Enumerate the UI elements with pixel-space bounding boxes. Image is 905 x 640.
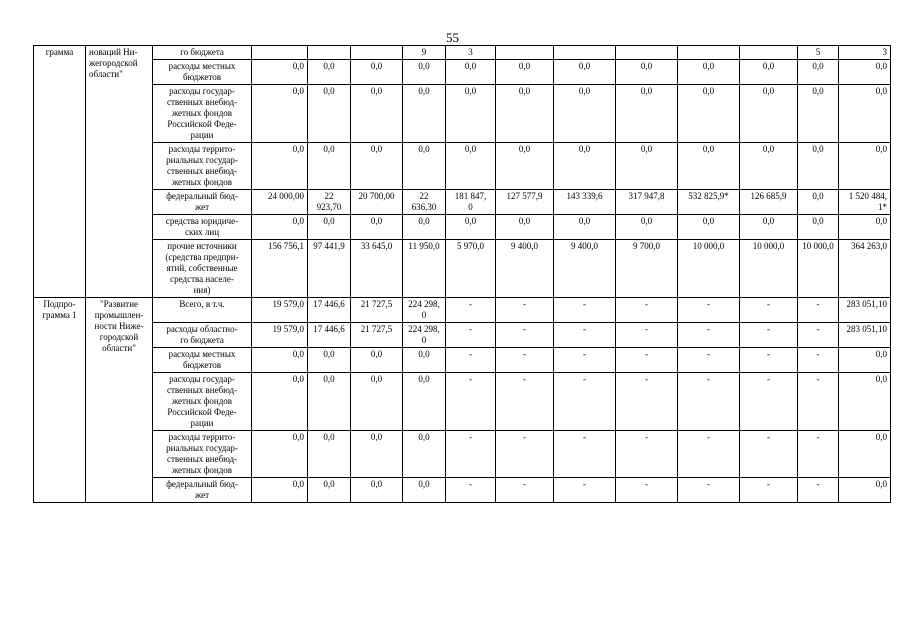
value-cell: 0,0 [496, 85, 554, 143]
value-cell: 33 645,0 [351, 240, 403, 298]
value-cell: 0,0 [403, 143, 446, 190]
value-cell: 0,0 [678, 143, 740, 190]
value-cell: 0,0 [403, 85, 446, 143]
value-cell: - [616, 323, 678, 348]
value-cell: 0,0 [308, 373, 351, 431]
value-cell: 317 947,8 [616, 190, 678, 215]
label-cell: грамма [34, 46, 86, 298]
value-cell [496, 46, 554, 60]
label-cell: средства юридиче- ских лиц [153, 215, 252, 240]
table-row [34, 85, 891, 143]
value-cell: - [554, 373, 616, 431]
label-cell: расходы террито- риальных государ- ственных внебюд- жетных фондов [153, 143, 252, 190]
label-cell: расходы местных бюджетов [153, 60, 252, 85]
value-cell: 0,0 [616, 143, 678, 190]
value-cell: 0,0 [839, 60, 891, 85]
value-cell: - [446, 373, 496, 431]
value-cell: - [446, 298, 496, 323]
label-cell: Всего, в т.ч. [153, 298, 252, 323]
value-cell: - [798, 323, 839, 348]
value-cell: 181 847, 0 [446, 190, 496, 215]
value-cell: 0,0 [252, 348, 308, 373]
value-cell: 127 577,9 [496, 190, 554, 215]
value-cell: 0,0 [446, 143, 496, 190]
table-row [34, 60, 891, 85]
value-cell: 1 520 484, 1* [839, 190, 891, 215]
value-cell: 10 000,0 [798, 240, 839, 298]
value-cell: 283 051,10 [839, 323, 891, 348]
value-cell: 97 441,9 [308, 240, 351, 298]
value-cell: - [740, 431, 798, 478]
value-cell: 224 298, 0 [403, 298, 446, 323]
value-cell: - [616, 373, 678, 431]
value-cell [678, 46, 740, 60]
value-cell: 0,0 [496, 215, 554, 240]
table-row [34, 46, 891, 60]
value-cell: 22 923,70 [308, 190, 351, 215]
value-cell: 0,0 [798, 190, 839, 215]
value-cell: - [740, 348, 798, 373]
value-cell: - [554, 323, 616, 348]
value-cell: 0,0 [351, 60, 403, 85]
value-cell: - [616, 348, 678, 373]
label-cell: расходы государ- ственных внебюд- жетных фондов Российской Феде- рации [153, 85, 252, 143]
value-cell: 0,0 [252, 60, 308, 85]
value-cell: 0,0 [798, 60, 839, 85]
value-cell: 0,0 [616, 60, 678, 85]
value-cell: - [798, 348, 839, 373]
value-cell: 0,0 [839, 143, 891, 190]
label-cell: прочие источники (средства предпри- ятий, собственные средства населе- ния) [153, 240, 252, 298]
value-cell: - [554, 478, 616, 503]
value-cell [308, 46, 351, 60]
value-cell: 0,0 [403, 431, 446, 478]
value-cell: 143 339,6 [554, 190, 616, 215]
value-cell: 0,0 [403, 348, 446, 373]
value-cell: - [678, 478, 740, 503]
value-cell: 0,0 [839, 348, 891, 373]
value-cell: 20 700,00 [351, 190, 403, 215]
value-cell: - [740, 478, 798, 503]
value-cell: 19 579,0 [252, 323, 308, 348]
value-cell: 0,0 [798, 143, 839, 190]
value-cell: - [496, 431, 554, 478]
value-cell: - [496, 298, 554, 323]
table-row [34, 431, 891, 478]
value-cell: - [678, 323, 740, 348]
value-cell: 0,0 [403, 60, 446, 85]
value-cell: 0,0 [554, 60, 616, 85]
value-cell: 0,0 [403, 478, 446, 503]
value-cell: - [678, 298, 740, 323]
value-cell: - [496, 348, 554, 373]
value-cell [351, 46, 403, 60]
value-cell: 17 446,6 [308, 323, 351, 348]
value-cell: 0,0 [678, 215, 740, 240]
value-cell: - [798, 431, 839, 478]
value-cell: 0,0 [554, 215, 616, 240]
label-cell: федеральный бюд- жет [153, 478, 252, 503]
value-cell: - [616, 478, 678, 503]
value-cell: - [554, 348, 616, 373]
value-cell: 0,0 [678, 60, 740, 85]
value-cell: 22 636,30 [403, 190, 446, 215]
value-cell: - [678, 373, 740, 431]
value-cell: 0,0 [740, 143, 798, 190]
value-cell: 0,0 [308, 143, 351, 190]
value-cell: 11 950,0 [403, 240, 446, 298]
value-cell: - [740, 323, 798, 348]
value-cell: 0,0 [446, 85, 496, 143]
value-cell: 9 700,0 [616, 240, 678, 298]
value-cell: 0,0 [839, 215, 891, 240]
table-row [34, 298, 891, 323]
value-cell: 532 825,9* [678, 190, 740, 215]
value-cell: 3 [446, 46, 496, 60]
value-cell: 0,0 [308, 60, 351, 85]
value-cell: 0,0 [252, 478, 308, 503]
value-cell: 0,0 [252, 143, 308, 190]
value-cell: 0,0 [351, 348, 403, 373]
value-cell: 0,0 [308, 215, 351, 240]
value-cell: 0,0 [351, 478, 403, 503]
value-cell: 21 727,5 [351, 298, 403, 323]
value-cell: 0,0 [403, 215, 446, 240]
value-cell: 5 970,0 [446, 240, 496, 298]
page-number: 55 [446, 30, 459, 45]
value-cell: - [496, 323, 554, 348]
value-cell: 5 [798, 46, 839, 60]
value-cell: 10 000,0 [740, 240, 798, 298]
table-row [34, 348, 891, 373]
value-cell: - [554, 431, 616, 478]
label-cell: расходы областно- го бюджета [153, 323, 252, 348]
value-cell: 0,0 [496, 60, 554, 85]
label-cell: расходы террито- риальных государ- ственных внебюд- жетных фондов [153, 431, 252, 478]
value-cell: 0,0 [740, 85, 798, 143]
label-cell: Подпро- грамма 1 [34, 298, 86, 503]
value-cell: 156 756,1 [252, 240, 308, 298]
value-cell: - [446, 323, 496, 348]
value-cell [740, 46, 798, 60]
value-cell: - [740, 373, 798, 431]
value-cell: 9 [403, 46, 446, 60]
value-cell: - [616, 298, 678, 323]
table-row [34, 478, 891, 503]
label-cell: расходы местных бюджетов [153, 348, 252, 373]
value-cell: 0,0 [252, 215, 308, 240]
value-cell: 0,0 [308, 478, 351, 503]
label-cell: новаций Ни- жегородской области" [86, 46, 153, 298]
value-cell: 0,0 [496, 143, 554, 190]
value-cell: - [496, 478, 554, 503]
value-cell: 0,0 [351, 85, 403, 143]
value-cell: 283 051,10 [839, 298, 891, 323]
value-cell: - [554, 298, 616, 323]
budget-table [33, 45, 891, 503]
value-cell: - [678, 431, 740, 478]
value-cell: 0,0 [252, 85, 308, 143]
value-cell: 0,0 [798, 85, 839, 143]
value-cell: 0,0 [446, 215, 496, 240]
value-cell: 0,0 [554, 143, 616, 190]
value-cell: 0,0 [554, 85, 616, 143]
value-cell: 21 727,5 [351, 323, 403, 348]
label-cell: федеральный бюд- жет [153, 190, 252, 215]
value-cell: 0,0 [839, 85, 891, 143]
value-cell: 0,0 [351, 143, 403, 190]
label-cell: "Развитие промышлен- ности Ниже- городской области" [86, 298, 153, 503]
table-row [34, 215, 891, 240]
value-cell: 0,0 [403, 373, 446, 431]
value-cell: 0,0 [678, 85, 740, 143]
value-cell: 0,0 [616, 85, 678, 143]
value-cell: 0,0 [446, 60, 496, 85]
table-row [34, 190, 891, 215]
value-cell: 9 400,0 [496, 240, 554, 298]
value-cell: - [446, 431, 496, 478]
value-cell: - [798, 298, 839, 323]
value-cell: 0,0 [351, 373, 403, 431]
table-row [34, 143, 891, 190]
value-cell: 10 000,0 [678, 240, 740, 298]
value-cell: - [496, 373, 554, 431]
table-row [34, 323, 891, 348]
value-cell: 0,0 [252, 373, 308, 431]
label-cell: го бюджета [153, 46, 252, 60]
value-cell: - [446, 478, 496, 503]
value-cell: 0,0 [308, 348, 351, 373]
value-cell: 0,0 [351, 431, 403, 478]
value-cell: 0,0 [839, 431, 891, 478]
value-cell [616, 46, 678, 60]
value-cell [252, 46, 308, 60]
value-cell: 24 000,00 [252, 190, 308, 215]
value-cell: 0,0 [351, 215, 403, 240]
value-cell: 0,0 [839, 373, 891, 431]
value-cell: - [446, 348, 496, 373]
table-row [34, 373, 891, 431]
value-cell: 0,0 [252, 431, 308, 478]
value-cell: 364 263,0 [839, 240, 891, 298]
value-cell: 0,0 [798, 215, 839, 240]
value-cell: 19 579,0 [252, 298, 308, 323]
value-cell: 0,0 [308, 431, 351, 478]
value-cell: 9 400,0 [554, 240, 616, 298]
value-cell: 126 685,9 [740, 190, 798, 215]
value-cell: 17 446,6 [308, 298, 351, 323]
label-cell: расходы государ- ственных внебюд- жетных фондов Российской Феде- рации [153, 373, 252, 431]
value-cell: - [798, 478, 839, 503]
value-cell: 0,0 [616, 215, 678, 240]
value-cell [554, 46, 616, 60]
value-cell: - [798, 373, 839, 431]
value-cell: 0,0 [308, 85, 351, 143]
value-cell: - [740, 298, 798, 323]
value-cell: 0,0 [740, 60, 798, 85]
value-cell: - [616, 431, 678, 478]
value-cell: 3 [839, 46, 891, 60]
value-cell: - [678, 348, 740, 373]
value-cell: 224 298, 0 [403, 323, 446, 348]
value-cell: 0,0 [740, 215, 798, 240]
table-row [34, 240, 891, 298]
value-cell: 0,0 [839, 478, 891, 503]
